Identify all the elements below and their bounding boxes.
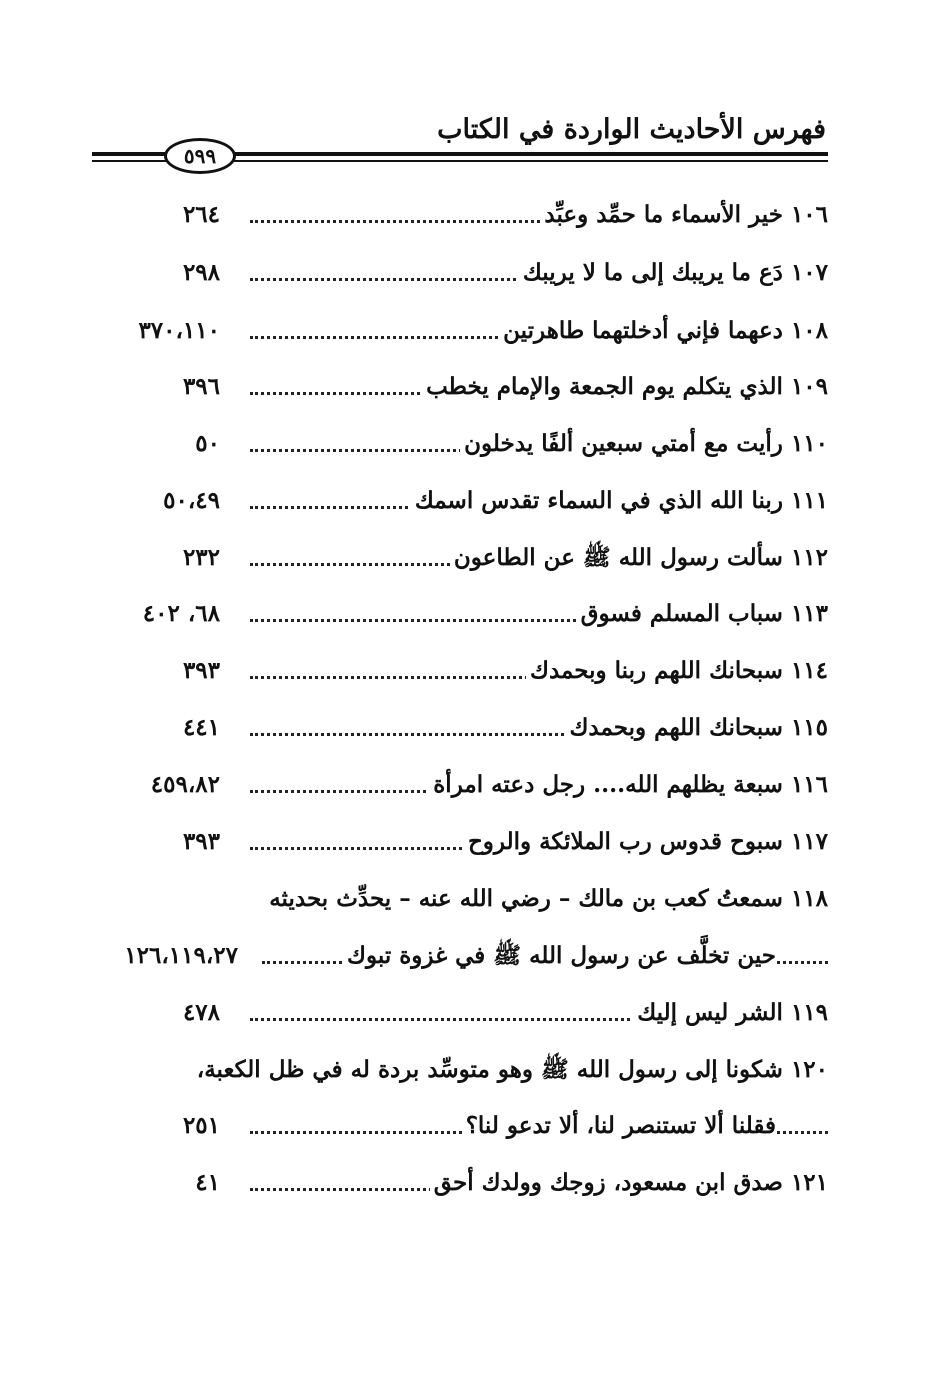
entry-text: سبوح قدوس رب الملائكة والروح <box>467 828 783 855</box>
index-entry <box>0 708 948 748</box>
entry-text: سمعتُ كعب بن مالك – رضي الله عنه – يحدِّث بحديثه <box>269 885 783 912</box>
entry-number: ١١١ <box>790 487 828 514</box>
index-entry-continuation <box>0 936 948 976</box>
entry-number: ١٠٩ <box>790 373 828 400</box>
entry-number: ١١٤ <box>790 657 828 684</box>
entry-pages: ٤٧٨ <box>182 999 220 1026</box>
entry-pages: ٥٠ <box>195 430 220 457</box>
index-entry <box>0 424 948 464</box>
entry-continuation-text: حين تخلَّف عن رسول الله ﷺ في غزوة تبوك <box>343 936 776 976</box>
index-entry <box>0 594 948 634</box>
entry-pages: ١٢٦،١١٩،٢٧ <box>124 942 238 969</box>
entry-text: ربنا الله الذي في السماء تقدس اسمك <box>414 487 783 514</box>
entry-number: ١٢١ <box>790 1169 828 1196</box>
index-entry <box>0 765 948 805</box>
entry-pages: ٤٤١ <box>182 714 220 741</box>
entry-text: الذي يتكلم يوم الجمعة والإمام يخطب <box>426 373 783 400</box>
index-entry-continuation <box>0 1106 948 1146</box>
entry-text: شكونا إلى رسول الله ﷺ وهو متوسِّد بردة له في ظل الكعبة، <box>196 1056 783 1083</box>
index-title: فهرس الأحاديث الواردة في الكتاب <box>437 114 826 145</box>
entry-text: دَع ما يريبك إلى ما لا يريبك <box>522 259 783 286</box>
entry-pages: ٢٩٨ <box>182 259 220 286</box>
index-entry <box>0 195 948 235</box>
entry-continuation-text: فقلنا ألا تستنصر لنا، ألا تدعو لنا؟ <box>462 1106 776 1146</box>
entry-number: ١٠٧ <box>790 259 828 286</box>
entry-text: الشر ليس إليك <box>637 999 783 1026</box>
entry-number: ١٢٠ <box>790 1056 828 1083</box>
entry-text: سباب المسلم فسوق <box>580 600 783 627</box>
entry-pages: ٥٠،٤٩ <box>163 487 220 514</box>
index-entry-first-line <box>0 879 948 919</box>
entry-pages: ٣٩٣ <box>182 828 220 855</box>
index-entry <box>0 538 948 578</box>
index-entry <box>0 311 948 351</box>
index-entry-first-line <box>0 1050 948 1090</box>
entry-number: ١١٦ <box>790 771 828 798</box>
entry-pages: ٦٨، ٤٠٢ <box>142 600 220 627</box>
entry-pages: ٣٧٠،١١٠ <box>138 317 220 344</box>
entry-number: ١١٠ <box>790 430 828 457</box>
entry-pages: ٤٥٩،٨٢ <box>150 771 220 798</box>
index-entry <box>0 1163 948 1203</box>
entry-pages: ٣٩٦ <box>182 373 220 400</box>
entry-text: سبحانك اللهم وبحمدك <box>569 714 783 741</box>
entry-number: ١١٧ <box>790 828 828 855</box>
index-entry <box>0 651 948 691</box>
entry-number: ١١٣ <box>790 600 828 627</box>
entry-text: سألت رسول الله ﷺ عن الطاعون <box>453 544 783 571</box>
entry-number: ١١٨ <box>790 885 828 912</box>
entry-pages: ٢٣٢ <box>182 544 220 571</box>
entry-number: ١١٢ <box>790 544 828 571</box>
index-entry <box>0 367 948 407</box>
entry-text: دعهما فإني أدخلتهما طاهرتين <box>503 317 783 344</box>
page-number-badge: ٥٩٩ <box>164 138 236 174</box>
entry-text: رأيت مع أمتي سبعين ألفًا يدخلون <box>464 430 783 457</box>
entry-pages: ٤١ <box>195 1169 220 1196</box>
entry-text: سبحانك اللهم ربنا وبحمدك <box>529 657 783 684</box>
entry-pages: ٢٦٤ <box>182 201 220 228</box>
index-entry <box>0 253 948 293</box>
index-entry <box>0 481 948 521</box>
entry-number: ١١٥ <box>790 714 828 741</box>
entry-number: ١٠٨ <box>790 317 828 344</box>
entry-text: صدق ابن مسعود، زوجك وولدك أحق <box>433 1169 783 1196</box>
entry-pages: ٣٩٣ <box>182 657 220 684</box>
entry-number: ١١٩ <box>790 999 828 1026</box>
entry-text: سبعة يظلهم الله.... رجل دعته امرأة <box>433 771 783 798</box>
index-entry <box>0 822 948 862</box>
entry-text: خير الأسماء ما حمِّد وعبِّد <box>544 201 783 228</box>
entry-number: ١٠٦ <box>790 201 828 228</box>
entry-pages: ٢٥١ <box>182 1112 220 1139</box>
index-entry <box>0 993 948 1033</box>
